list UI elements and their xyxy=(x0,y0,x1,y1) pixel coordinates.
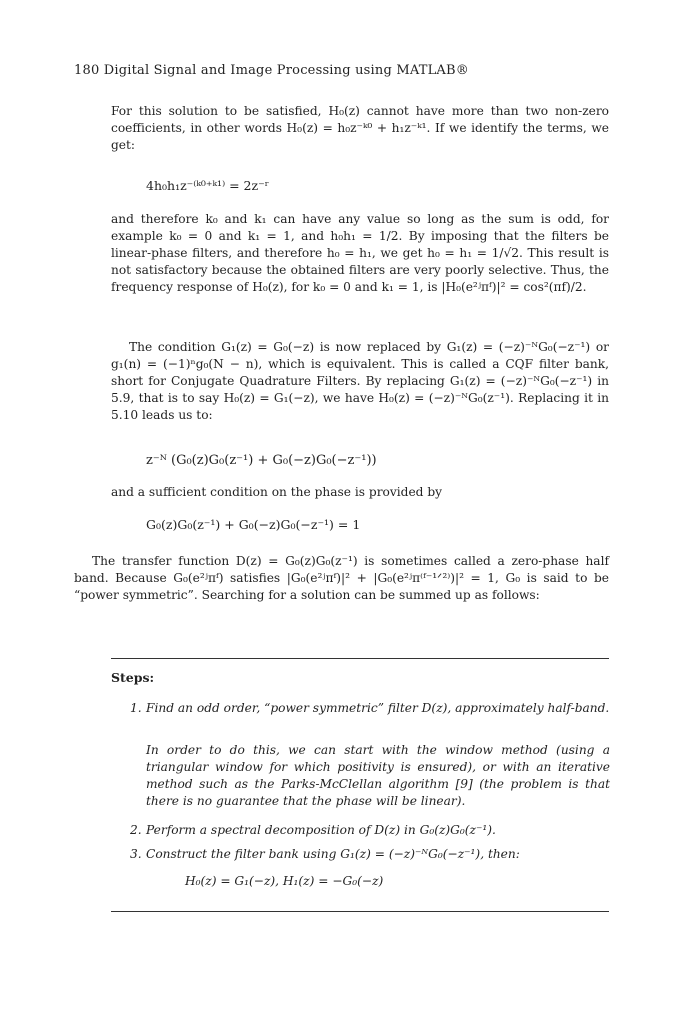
step-text: Find an odd order, “power symmetric” filter D(z), approximately half-band. xyxy=(146,701,610,715)
running-head: 180 Digital Signal and Image Processing using MATLAB® xyxy=(74,63,469,78)
paragraph-5: The transfer function D(z) = G₀(z)G₀(z⁻¹) is sometimes called a zero-phase half band. Because G₀(e²ʲπᶠ) satisfies |G₀(e²ʲπᶠ)|² + |G₀(e²ʲπ⁽ᶠ⁻¹ᐟ²⁾)|² = 1, G₀ is said to be “power symmetric”. Searching for a solution can be summed up as follows: xyxy=(74,554,609,602)
paragraph-4: and a sufficient condition on the phase is provided by xyxy=(111,485,443,499)
equation-2: z⁻ᴺ (G₀(z)G₀(z⁻¹) + G₀(−z)G₀(−z⁻¹)) xyxy=(146,453,377,468)
step-1 xyxy=(130,700,610,717)
step-1-detail: In order to do this, we can start with the window method (using a triangular window for which positivity is ensured), or with an iterative method such as the Parks-McClellan algorithm [9] (the problem is that there is no guarantee that the phase will be linear). xyxy=(146,743,610,808)
step-3 xyxy=(130,846,610,863)
step-3-equation: H₀(z) = G₁(−z), H₁(z) = −G₀(−z) xyxy=(185,874,384,888)
paragraph-2: and therefore k₀ and k₁ can have any value so long as the sum is odd, for example k₀ = 0 and k₁ = 1, and h₀h₁ = 1/2. By imposing that the filters be linear-phase filters, and therefore h₀ = h₁, we get h₀ = h₁ = 1/√2. This result is not satisfactory because the obtained filters are very poorly selective. Thus, the frequency response of H₀(z), for k₀ = 0 and k₁ = 1, is |H₀(e²ʲπᶠ)|² = cos²(πf)/2. xyxy=(111,212,609,294)
step-number: 1. xyxy=(130,701,142,715)
step-number: 3. xyxy=(130,847,142,861)
step-number: 2. xyxy=(130,823,142,837)
step-text: Construct the filter bank using G₁(z) = (−z)⁻ᴺG₀(−z⁻¹), then: xyxy=(146,847,520,861)
equation-3: G₀(z)G₀(z⁻¹) + G₀(−z)G₀(−z⁻¹) = 1 xyxy=(146,517,361,532)
paragraph-1: For this solution to be satisfied, H₀(z) cannot have more than two non-zero coefficients, in other words H₀(z) = h₀z⁻ᵏ⁰ + h₁z⁻ᵏ¹. If we identify the terms, we get: xyxy=(111,104,609,152)
step-2 xyxy=(130,822,610,839)
equation-1: 4h₀h₁z⁻⁽ᵏ⁰⁺ᵏ¹⁾ = 2z⁻ʳ xyxy=(146,178,270,193)
steps-title: Steps: xyxy=(111,670,155,685)
paragraph-3: The condition G₁(z) = G₀(−z) is now replaced by G₁(z) = (−z)⁻ᴺG₀(−z⁻¹) or g₁(n) = (−1)ⁿg₀(N − n), which is equivalent. This is called a CQF filter bank, short for Conjugate Quadrature Filters. By replacing G₁(z) = (−z)⁻ᴺG₀(−z⁻¹) in 5.9, that is to say H₀(z) = G₁(−z), we have H₀(z) = (−z)⁻ᴺG₀(z⁻¹). Replacing it in 5.10 leads us to: xyxy=(111,340,609,422)
step-text: Perform a spectral decomposition of D(z) in G₀(z)G₀(z⁻¹). xyxy=(146,823,496,837)
steps-rule-top xyxy=(111,658,609,659)
steps-rule-bottom xyxy=(111,911,609,912)
